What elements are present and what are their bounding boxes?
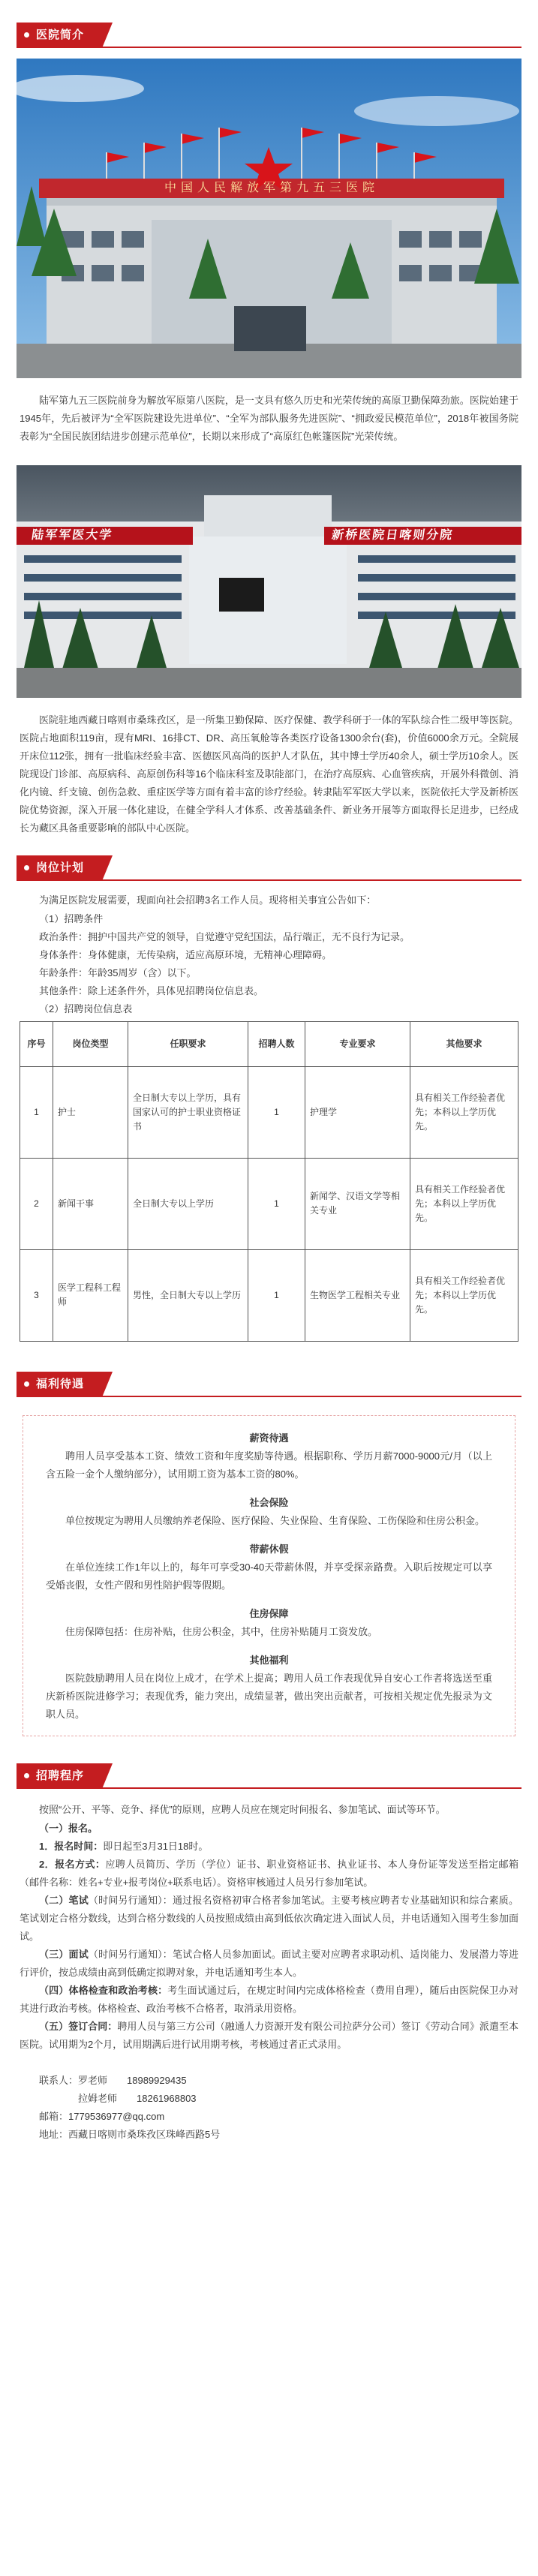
welfare-title: 薪资待遇 [249, 1432, 289, 1444]
section-intro-header [17, 23, 521, 48]
header-major: 专业要求 [305, 1021, 410, 1066]
cell-req: 全日制大专以上学历 [128, 1158, 248, 1249]
cell-type: 医学工程科工程师 [53, 1249, 128, 1341]
step4-text: 考生面试通过后，在规定时间内完成体格检查（费用自理），随后由医院保卫办对其进行政治考核。体格检查、政治考核不合格者，取消录用资格。 [20, 1984, 518, 2014]
cell-no: 3 [20, 1249, 53, 1341]
cell-req: 男性，全日制大专以上学历 [128, 1249, 248, 1341]
cell-no: 2 [20, 1158, 53, 1249]
section-tab: 招聘程序 [17, 1763, 102, 1789]
step3 [20, 1946, 518, 1982]
cell-major: 生物医学工程相关专业 [305, 1249, 410, 1341]
table-header-row [20, 1021, 518, 1066]
sign-left-text: 陆军军医大学 [30, 529, 114, 543]
section-tab: 医院简介 [17, 23, 102, 48]
section-tab: 岗位计划 [17, 855, 102, 881]
hospital-gate-image [17, 59, 521, 378]
conditions-title: （1）招聘条件 [39, 912, 104, 924]
cell-num: 1 [248, 1066, 305, 1158]
welfare-text: 在单位连续工作1年以上的，每年可享受30-40天带薪休假，并享受探亲路费。入职后按规定可以享受婚丧假，女性产假和男性陪护假等假期。 [46, 1562, 492, 1592]
cell-req: 全日制大专以上学历，具有国家认可的护士职业资格证书 [128, 1066, 248, 1158]
step1-title: （一）报名。 [39, 1822, 98, 1834]
table-row [20, 1249, 518, 1341]
table-title: （2）招聘岗位信息表 [39, 1002, 133, 1014]
header-req: 任职要求 [128, 1021, 248, 1066]
step3-text: （时间另行通知）：笔试合格人员参加面试。面试主要对应聘者求职动机、适岗能力、发展潜力等进行评价，按总成绩由高到低确定拟聘对象，并电话通知考生本人。 [20, 1948, 518, 1978]
welfare-title: 住房保障 [249, 1608, 289, 1620]
step1-way [20, 1856, 518, 1892]
step5-text: 聘用人员与第三方公司（融通人力资源开发有限公司拉萨分公司）签订《劳动合同》派遣至本医院。试用期为2个月，试用期满后进行试用期考核，考核通过者正式录用。 [20, 2021, 518, 2051]
welfare-title: 其他福利 [249, 1655, 289, 1667]
step1-way-value: 应聘人员简历、学历（学位）证书、职业资格证书、执业证书、本人身份证等发送至指定邮箱（邮件名称：姓名+专业+报考岗位+联系电话）。资格审核通过人员另行参加笔试。 [20, 1858, 518, 1888]
cell-other: 具有相关工作经验者优先；本科以上学历优先。 [410, 1066, 518, 1158]
welfare-text: 聘用人员享受基本工资、绩效工资和年度奖励等待遇。根据职称、学历月薪7000-9000元/月（以上含五险一金个人缴纳部分），试用期工资为基本工资的80%。 [46, 1450, 492, 1480]
cell-other: 具有相关工作经验者优先；本科以上学历优先。 [410, 1249, 518, 1341]
step2 [20, 1892, 518, 1946]
step1-time-label: 1．报名时间： [39, 1840, 104, 1852]
step4 [20, 1982, 518, 2018]
email-label: 邮箱： [39, 2111, 69, 2123]
address-label: 地址： [39, 2129, 69, 2141]
hospital-building-photo [17, 465, 521, 698]
step4-title: （四）体格检查和政治考核： [39, 1984, 168, 1996]
cell-major: 新闻学、汉语文学等相关专业 [305, 1158, 410, 1249]
header-type: 岗位类型 [53, 1021, 128, 1066]
hospital-sign-text: 中国人民解放军第九五三医院 [164, 180, 379, 194]
step2-title: （二）笔试 [39, 1894, 89, 1906]
section-positions-header [17, 855, 521, 881]
cell-num: 1 [248, 1158, 305, 1249]
welfare-box [23, 1415, 515, 1737]
sign-right-text: 新桥医院日喀则分院 [330, 529, 455, 543]
cell-other: 具有相关工作经验者优先；本科以上学历优先。 [410, 1158, 518, 1249]
step1-way-label: 2．报名方式： [39, 1858, 106, 1870]
hospital-building-image [17, 465, 521, 698]
condition-health: 身体条件：身体健康，无传染病，适应高原环境，无精神心理障碍。 [39, 948, 332, 960]
hospital-gate-photo [17, 59, 521, 378]
header-num: 招聘人数 [248, 1021, 305, 1066]
positions-table [20, 1021, 518, 1342]
section-process-header [17, 1763, 521, 1789]
positions-table-wrap [20, 1021, 518, 1342]
header-no: 序号 [20, 1021, 53, 1066]
contact-1: 罗老师 18989929435 [78, 2075, 187, 2087]
cell-type: 护士 [53, 1066, 128, 1158]
section-tab: 福利待遇 [17, 1372, 102, 1397]
welfare-title: 社会保险 [249, 1496, 289, 1508]
step3-title: （三）面试 [39, 1948, 89, 1960]
welfare-text: 住房保障包括：住房补贴，住房公积金，其中，住房补贴随月工资发放。 [65, 1626, 378, 1638]
process-intro: 按照“公开、平等、竞争、择优”的原则，应聘人员应在规定时间报名、参加笔试、面试等环节。 [39, 1804, 446, 1816]
address-value: 西藏日喀则市桑珠孜区珠峰西路5号 [68, 2129, 221, 2141]
contact-label: 联系人： [39, 2075, 79, 2087]
cell-type: 新闻干事 [53, 1158, 128, 1249]
contact-line-2 [39, 2090, 518, 2108]
welfare-text: 医院鼓励聘用人员在岗位上成才，在学术上提高；聘用人员工作表现优异自安心工作者将选送至重庆新桥医院进修学习；表现优秀，能力突出，成绩显著，做出突出贡献者，可按相关规定优先报录为文职人员。 [46, 1673, 492, 1721]
step1-time-value: 即日起至3月31日18时。 [103, 1840, 209, 1852]
step5-title: （五）签订合同： [39, 2021, 118, 2033]
section-welfare-header [17, 1372, 521, 1397]
contact-2: 拉姆老师 18261968803 [78, 2093, 197, 2105]
table-row [20, 1158, 518, 1249]
step5 [20, 2018, 518, 2054]
cell-major: 护理学 [305, 1066, 410, 1158]
condition-political: 政治条件：拥护中国共产党的领导，自觉遵守党纪国法，品行端正，无不良行为记录。 [39, 930, 410, 942]
condition-other: 其他条件：除上述条件外，具体见招聘岗位信息表。 [39, 984, 264, 996]
address-line [39, 2126, 518, 2144]
condition-age: 年龄条件：年龄35周岁（含）以下。 [39, 966, 197, 978]
header-other: 其他要求 [410, 1021, 518, 1066]
intro-paragraph-1: 陆军第九五三医院前身为解放军原第八医院，是一支具有悠久历史和光荣传统的高原卫勤保障劲旅。医院始建于1945年，先后被评为“全军医院建设先进单位”、“全军为部队服务先进医院”、“拥政爱民模范单位”，2018年被国务院表彰为“全国民族团结进步创建示范单位”，长期以来形成了“高原红色帐篷医院”光荣传统。 [20, 395, 518, 443]
cell-num: 1 [248, 1249, 305, 1341]
contact-block [20, 2072, 518, 2144]
positions-intro: 为满足医院发展需要，现面向社会招聘3名工作人员。现将相关事宜公告如下： [39, 894, 377, 906]
contact-line-1 [39, 2072, 518, 2090]
welfare-text: 单位按规定为聘用人员缴纳养老保险、医疗保险、失业保险、生育保险、工伤保险和住房公积金。 [65, 1514, 485, 1526]
welfare-title: 带薪休假 [249, 1543, 289, 1556]
email-link[interactable]: 1779536977@qq.com [68, 2111, 165, 2123]
step2-text: （时间另行通知）：通过报名资格初审合格者参加笔试。主要考核应聘者专业基础知识和综合素质。笔试划定合格分数线，达到合格分数线的人员按照成绩由高到低依次确定进入面试人员，并电话通知入围考生参加面试。 [20, 1894, 518, 1942]
cell-no: 1 [20, 1066, 53, 1158]
email-line [39, 2108, 518, 2126]
intro-paragraph-2: 医院驻地西藏日喀则市桑珠孜区，是一所集卫勤保障、医疗保健、教学科研于一体的军队综合性二级甲等医院。医院占地面积119亩，现有MRI、16排CT、DR、高压氧舱等各类医疗设备1300余台(套)，价值6000余万元。全院展开床位112张，拥有一批临床经验丰富、医德医风高尚的医护人才队伍，其中博士学历40余人，硕士学历10余人。医院现设门诊部、高原病科、高原创伤科等16个临床科室及职能部门，在治疗高原病、心血管疾病，开展外科微创、消化内镜、纤支镜、创伤急救、重症医学等方面有着丰富的诊疗经验。转隶陆军军医大学以来，医院依托大学及新桥医院优势资源，深入开展一体化建设，在健全学科人才体系、改善基础条件、新业务开展等方面取得长足进步，已经成长为藏区具备重要影响的部队中心医院。 [20, 714, 518, 834]
step1-time [20, 1838, 518, 1856]
table-row [20, 1066, 518, 1158]
